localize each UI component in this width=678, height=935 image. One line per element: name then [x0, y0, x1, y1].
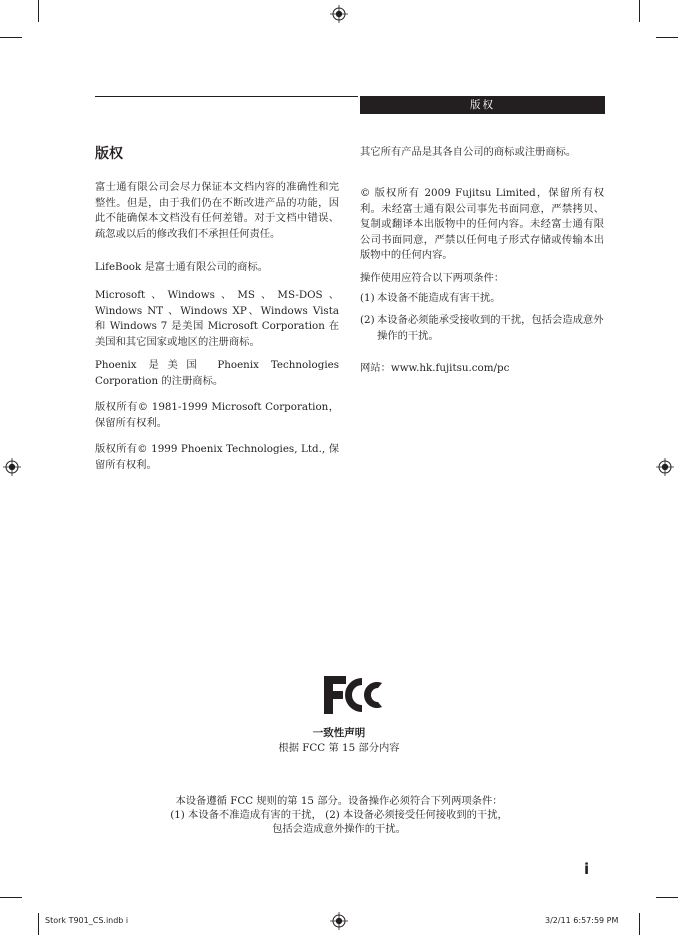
fcc-statement-line: 包括会造成意外操作的干扰。: [272, 823, 406, 835]
condition-item: [360, 313, 604, 344]
section-header-bar: [360, 96, 605, 114]
registration-mark-icon: [656, 458, 674, 476]
condition-text: 本设备必须能承受接收到的干扰，包括会造成意外操作的干扰。: [377, 314, 604, 342]
paragraph-fujitsu-copyright: © 版权所有 2009 Fujitsu Limited，保留所有权利。未经富士通有限公司事先书面同意，严禁拷贝、复制或翻译本出版物中的任何内容。未经富士通有限公司书面同意，严禁以任何电子形式存储或传输本出版物中的任何内容。: [360, 187, 604, 261]
registration-mark-icon: [3, 458, 21, 476]
paragraph-microsoft-copyright: 版权所有© 1981-1999 Microsoft Corporation，保留所有权利。: [95, 401, 339, 429]
condition-number: (1): [360, 292, 375, 304]
condition-number: (2): [360, 314, 375, 326]
fcc-statement-line: 本设备遵循 FCC 规则的第 15 部分。设备操作必须符合下列两项条件：: [175, 795, 503, 807]
header-rule: [95, 96, 358, 97]
fcc-statement-line: (1) 本设备不准造成有害的干扰， (2) 本设备必须接受任何接收到的干扰，: [170, 809, 508, 821]
paragraph-microsoft-trademark: Microsoft、Windows、MS、MS-DOS、Windows NT 、Windows XP、Windows Vista 和 Windows 7 是美国 Microsoft Corporation 在美国和其它国家或地区的注册商标。: [95, 289, 339, 348]
crop-mark: [38, 913, 39, 935]
condition-text: 本设备不能造成有害干扰。: [377, 292, 501, 304]
crop-mark: [639, 913, 640, 935]
footer-timestamp: 3/2/11 6:57:59 PM: [545, 916, 619, 925]
section-header-label: 版权: [470, 99, 495, 111]
declaration-subtitle: 根据 FCC 第 15 部分内容: [278, 742, 400, 754]
paragraph-conditions-intro: 操作使用应符合以下两项条件：: [360, 272, 505, 284]
registration-mark-icon: [330, 912, 348, 930]
crop-mark: [0, 897, 22, 898]
crop-mark: [639, 0, 640, 22]
paragraph-disclaimer: 富士通有限公司会尽力保证本文档内容的准确性和完整性。但是，由于我们仍在不断改进产品的功能，因此不能确保本文档没有任何差错。对于文档中错误、疏忽或以后的修改我们不承担任何责任。: [95, 181, 339, 240]
paragraph-other-trademarks: 其它所有产品是其各自公司的商标或注册商标。: [360, 146, 577, 158]
fcc-logo-icon: [322, 674, 384, 716]
condition-item: [360, 291, 604, 307]
crop-mark: [656, 37, 678, 38]
paragraph-lifebook-trademark: LifeBook 是富士通有限公司的商标。: [95, 261, 269, 273]
page-title: 版权: [95, 146, 123, 162]
crop-mark: [38, 0, 39, 22]
declaration-title: 一致性声明: [312, 727, 366, 739]
crop-mark: [0, 37, 22, 38]
paragraph-phoenix-trademark: Phoenix 是美国 Phoenix Technologies Corporation 的注册商标。: [95, 359, 339, 387]
footer-filename: Stork T901_CS.indb i: [45, 916, 129, 925]
registration-mark-icon: [330, 5, 348, 23]
website-line: 网站：www.hk.fujitsu.com/pc: [360, 362, 510, 374]
paragraph-phoenix-copyright: 版权所有© 1999 Phoenix Technologies, Ltd., 保留所有权利。: [95, 443, 339, 471]
page-number: i: [584, 860, 590, 878]
crop-mark: [656, 897, 678, 898]
